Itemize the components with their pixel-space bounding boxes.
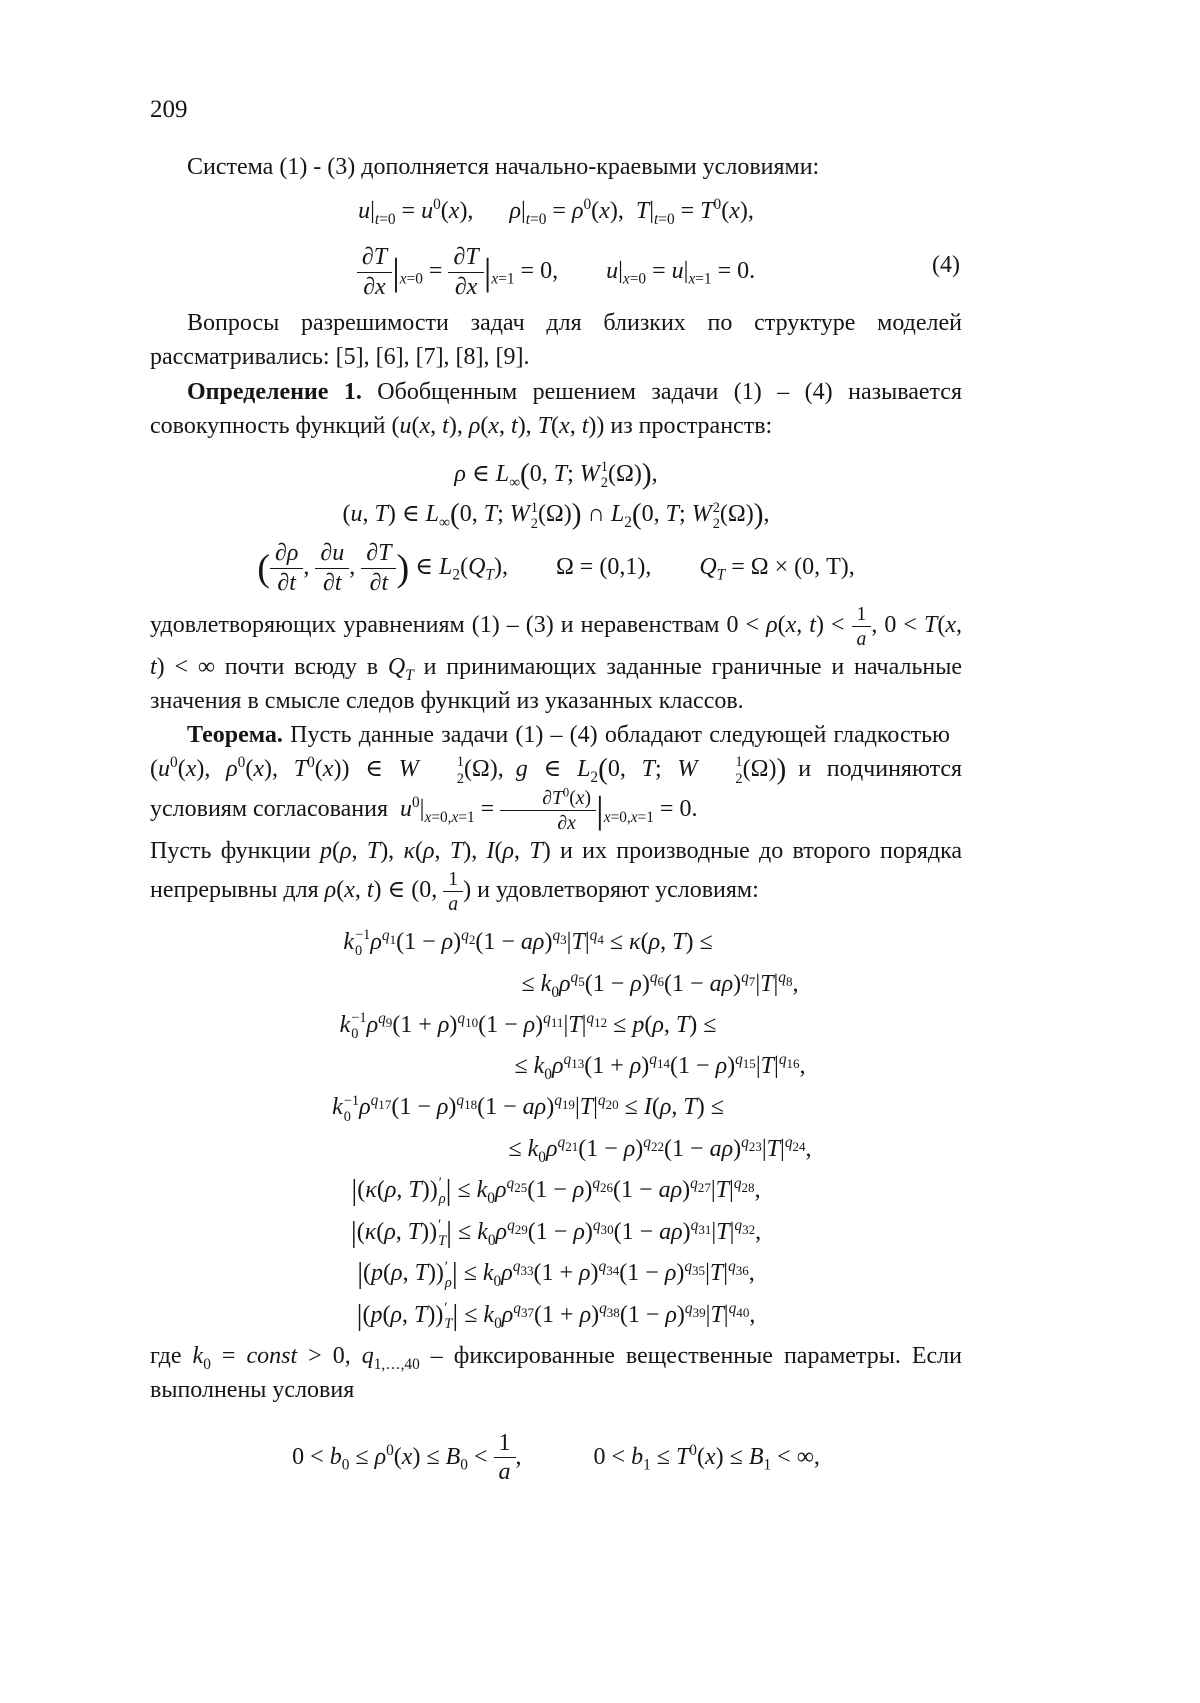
equation-space-u-T: (u, T) ∈ $L_\infty(0$, T; W 1 2 (Ω)) ∩ $L_2(0$, T; W 2 2 (Ω)), [342,498,770,532]
equation-number-4: (4) [932,251,960,278]
paragraph-solvability: Вопросы разрешимости задач для близких по структуре моделей рассматривались: [5], [6], [7], [8], [9]. [150,310,962,371]
page-content [150,92,962,1492]
inequalities-block [150,925,962,1333]
equation-boundary-conditions: $\frac{\partial T}{\partial x}$ $|_{x=0}$ = $\frac{\partial T}{\partial x}$ $|_{x=1} = 0$, $u|_{x=0} = u|_{x=1} = 0$. [150,244,962,301]
equation-group-4 [150,194,962,301]
paragraph-theorem: Теорема. Пусть данные задачи (1) – (4) обладают следующей гладкостью ($u^0(x)$, $\rho^0(x)$, $T^0(x)$) ∈ W 1 2 (Ω), g ∈ $L_2(0$, T; W 1 2 (Ω)) и подчиняются условиям согласования $u^0|_{x=0,x=1}$ = $\frac{\partial T^0(x)}{\partial x}$ $|_{x=0,x=1} = 0$. [150,721,963,834]
paragraph-parameters: где $k_0$ = const > 0, $q_{1,\dots,40}$ – фиксированные вещественные параметры. Если выполнены условия [150,1343,962,1404]
paragraph-satisfying: удовлетворяющих уравнениям (1) – (3) и неравенствам 0 < ρ(x, t) < $\frac{1}{a}$ , 0 < T(x, t) < ∞ почти всюду в $Q_T$ и принимающих заданные граничные и начальные значения в смысле следов функций из указанных классов. [150,602,963,714]
inequality-line-7: |(κ(ρ, T)) ′ ρ | ≤ $k_0\rho^{q_{25}}(1 - \rho)^{q_{26}}(1 - a\rho)^{q_{27}}|T|^{q_{28}}$, [351,1174,761,1208]
inequality-line-2: ≤ $k_0\rho^{q_5}(1 - \rho)^{q_6}(1 - a\rho)^{q_7}|T|^{q_8}$, [521,968,799,1001]
inequality-line-6: ≤ $k_0\rho^{q_{21}}(1 - \rho)^{q_{22}}(1 - a\rho)^{q_{23}}|T|^{q_{24}}$, [508,1133,812,1166]
inequality-line-8: |(κ(ρ, T)) ′ T | ≤ $k_0\rho^{q_{29}}(1 - \rho)^{q_{30}}(1 - a\rho)^{q_{31}}|T|^{q_{32}}$, [350,1215,762,1250]
inequality-line-4: ≤ $k_0\rho^{q_{13}}(1 + \rho)^{q_{14}}(1 - \rho)^{q_{15}}|T|^{q_{16}}$, [514,1051,806,1083]
inequality-line-9: |(p(ρ, T)) ′ ρ | ≤ $k_0\rho^{q_{33}}(1 + \rho)^{q_{34}}(1 - \rho)^{q_{35}}|T|^{q_{36}}$, [357,1257,755,1291]
equation-initial-conditions: $u|_{t=0} = u^0(x)$, $\rho|_{t=0} = \rho^0(x)$, $T|_{t=0} = T^0(x)$, [358,195,754,228]
inequality-line-5: k −1 0 $\rho^{q_{17}}(1 - \rho)^{q_{18}}(1 - a\rho)^{q_{19}}|T|^{q_{20}} \le I(\rho$, T) ≤ [332,1092,724,1125]
paragraph-definition-1: Определение 1. Обобщенным решением задачи (1) – (4) называется совокупность функций (u(x, t), ρ(x, t), T(x, t)) из пространств: [150,378,963,439]
page-number: 209 [150,96,188,123]
inequality-line-3: k −1 0 $\rho^{q_9}(1 + \rho)^{q_{10}}(1 - \rho)^{q_{11}}|T|^{q_{12}} \le p(\rho$, T) ≤ [339,1009,717,1043]
paragraph-intro: Система (1) - (3) дополняется начально-краевыми условиями: [187,153,820,180]
inequality-line-1: k −1 0 $\rho^{q_1}(1 - \rho)^{q_2}(1 - a\rho)^{q_3}|T|^{q_4} \le \kappa(\rho$, T) ≤ [343,926,713,960]
paragraph-theorem-conditions: Пусть функции p(ρ, T), κ(ρ, T), I(ρ, T) и их производные до второго порядка непрерывны для ρ(x, t) ∈ (0, $\frac{1}{a}$ ) и удовлетворяют условиям: [150,837,963,915]
equation-space-derivatives: ( $\frac{\partial\rho}{\partial t}$ , $\frac{\partial u}{\partial t}$ , $\frac{\partial T}{\partial t}$ ) ∈ $L_2(Q_T)$, Ω = (0,1), $Q_T = \Omega \times (0$, T), [257,539,855,596]
equation-space-rho: ρ ∈ $L_\infty(0$, T; W 1 2 (Ω)), [454,458,658,492]
inequality-line-10: |(p(ρ, T)) ′ T | ≤ $k_0\rho^{q_{37}}(1 + \rho)^{q_{38}}(1 - \rho)^{q_{39}}|T|^{q_{40}}$, [356,1299,756,1333]
equation-final-bounds: $0 < b_0 \le \rho^0(x) \le B_0$ < $\frac{1}{a}$ , $0 < b_1 \le T^0(x) \le B_1$ < ∞, [292,1429,820,1486]
